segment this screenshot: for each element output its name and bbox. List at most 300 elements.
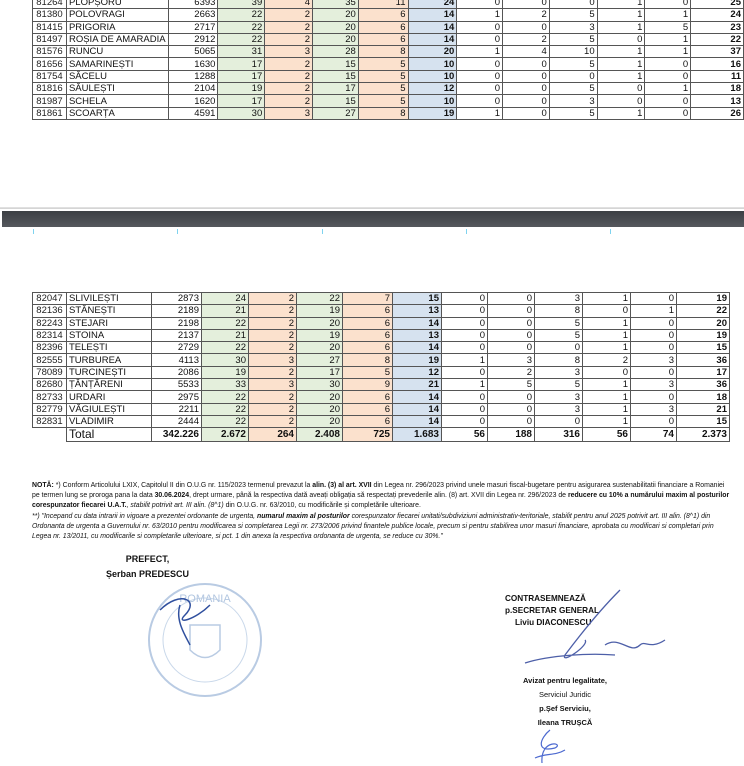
cell-pop: 2198 — [152, 317, 202, 329]
ruler-tick — [610, 229, 611, 234]
cell-code: 81576 — [33, 46, 67, 58]
cell-c8: 3 — [549, 21, 597, 33]
cell-c6: 0 — [457, 33, 503, 45]
ruler-tick — [33, 229, 34, 234]
legal-department: Serviciul Juridic — [538, 690, 592, 699]
total-c8: 316 — [535, 428, 583, 442]
cell-c10: 0 — [645, 0, 691, 9]
cell-name: SAMARINEȘTI — [66, 58, 168, 70]
cell-code: 81861 — [33, 107, 67, 119]
countersign-role: p.SECRETAR GENERAL — [505, 606, 600, 615]
cell-c9: 0 — [583, 305, 631, 317]
cell-c4: 9 — [343, 379, 393, 391]
table-row — [33, 305, 730, 317]
cell-c1: 30 — [202, 354, 249, 366]
cell-pop: 2717 — [168, 21, 218, 33]
cell-c4: 6 — [358, 33, 408, 45]
ruler-tick — [322, 229, 323, 234]
cell-c11: 23 — [691, 21, 744, 33]
cell-c8: 3 — [535, 391, 583, 403]
note-text: din Legea nr. 296/2023 privind unele masuri fiscal-bugetare pentru asigurarea sustenabilitatii financiare a Romaniei pe termen lung se proroga pana la data — [32, 482, 725, 499]
cell-c1: 31 — [218, 46, 265, 58]
cell-c9: 1 — [583, 293, 631, 305]
cell-c3: 20 — [297, 415, 343, 427]
cell-code: 82047 — [33, 293, 67, 305]
cell-c4: 6 — [343, 342, 393, 354]
note-emphasis: alin. (3) al art. XVII — [312, 482, 372, 489]
cell-c8: 3 — [535, 366, 583, 378]
cell-c4: 6 — [343, 415, 393, 427]
cell-c6: 0 — [442, 415, 488, 427]
legal-endorsement-block — [505, 674, 625, 730]
cell-c5: 10 — [408, 95, 457, 107]
table-row — [33, 379, 730, 391]
table-row — [33, 415, 730, 427]
cell-c2: 2 — [249, 329, 297, 341]
table-row — [33, 70, 744, 82]
cell-c4: 5 — [358, 70, 408, 82]
note-text: , drept urmare, până la respectiva dată aveați obligația să respectați prevederile alin. (8) art. XVII din Legea nr. 296/2023 de — [189, 492, 568, 499]
cell-c4: 5 — [358, 58, 408, 70]
cell-name: ȚÂNȚĂRENI — [67, 379, 152, 391]
cell-c8: 5 — [535, 379, 583, 391]
prefect-name: Șerban PREDESCU — [105, 569, 190, 579]
cell-c5: 10 — [408, 70, 457, 82]
cell-c10: 5 — [645, 21, 691, 33]
cell-c6: 0 — [457, 21, 503, 33]
cell-name: SLIVILEȘTI — [67, 293, 152, 305]
cell-c7: 0 — [488, 415, 535, 427]
cell-name: PRIGORIA — [66, 21, 168, 33]
note-italic: , stabilit potrivit art. III alin. (8^1) — [126, 502, 224, 509]
cell-c4: 6 — [358, 9, 408, 21]
cell-name: ROȘIA DE AMARADIA — [66, 33, 168, 45]
cell-c11: 19 — [677, 329, 730, 341]
cell-c4: 6 — [343, 305, 393, 317]
cell-c3: 15 — [312, 70, 358, 82]
cell-c2: 3 — [265, 46, 313, 58]
cell-c1: 22 — [202, 317, 249, 329]
cell-name: VLADIMIR — [67, 415, 152, 427]
cell-c6: 1 — [442, 354, 488, 366]
cell-code: 81816 — [33, 83, 67, 95]
cell-c11: 24 — [691, 9, 744, 21]
table-bottom-body — [33, 293, 730, 442]
cell-code: 82243 — [33, 317, 67, 329]
cell-c2: 2 — [265, 33, 313, 45]
total-label: Total — [67, 428, 152, 442]
cell-name: STEJARI — [67, 317, 152, 329]
cell-c6: 0 — [442, 305, 488, 317]
cell-c2: 2 — [249, 366, 297, 378]
secretary-handwritten-signature-icon — [520, 585, 670, 670]
cell-c1: 22 — [202, 342, 249, 354]
cell-c10: 3 — [631, 354, 677, 366]
total-c9: 56 — [583, 428, 631, 442]
cell-c2: 2 — [249, 305, 297, 317]
cell-c9: 0 — [597, 33, 645, 45]
cell-c2: 2 — [249, 415, 297, 427]
cell-c6: 0 — [442, 342, 488, 354]
cell-c2: 2 — [265, 70, 313, 82]
cell-c8: 5 — [549, 83, 597, 95]
scanner-page-break-bar — [2, 211, 744, 227]
cell-c11: 18 — [691, 83, 744, 95]
cell-c9: 1 — [597, 70, 645, 82]
cell-c7: 2 — [503, 33, 550, 45]
cell-c11: 20 — [677, 317, 730, 329]
legal-handwritten-signature-icon — [530, 728, 570, 766]
cell-code: 82831 — [33, 415, 67, 427]
cell-pop: 2104 — [168, 83, 218, 95]
total-c3: 2.408 — [297, 428, 343, 442]
cell-c6: 0 — [442, 329, 488, 341]
note-text: corespunzator fiecarei unitati/subdiviziuni administrativ-teritoriale, stabilit pentru anul 2025 potrivit art. III alin. (8^1) din Ordonanta de urgenta a Guvernului nr. 63/2010 pentru modificarea si completarea Legii nr. 273/2006 privind finantele publice locale, precum si pentru stabilirea unor masuri financiare, aprobata cu modificari si completari prin Legea nr. 13/2011, cu modificarile si completarile ulterioare, si pct. 1 din anexa la respectiva ordonanta de urgenta, se reduce cu 30%." — [32, 513, 714, 540]
cell-c8: 5 — [549, 58, 597, 70]
cell-c10: 0 — [631, 391, 677, 403]
cell-c7: 0 — [488, 403, 535, 415]
cell-c9: 1 — [597, 58, 645, 70]
cell-c1: 22 — [202, 403, 249, 415]
table-row — [33, 0, 744, 9]
cell-c6: 0 — [457, 83, 503, 95]
cell-c3: 19 — [297, 329, 343, 341]
cell-c1: 17 — [218, 95, 265, 107]
cell-c1: 39 — [218, 0, 265, 9]
cell-c9: 1 — [583, 415, 631, 427]
cell-pop: 2663 — [168, 9, 218, 21]
cell-c3: 17 — [312, 83, 358, 95]
cell-c2: 2 — [265, 9, 313, 21]
cell-pop: 2444 — [152, 415, 202, 427]
cell-c7: 0 — [488, 391, 535, 403]
cell-c11: 15 — [677, 415, 730, 427]
cell-c11: 22 — [691, 33, 744, 45]
cell-c8: 3 — [535, 293, 583, 305]
cell-code: 82680 — [33, 379, 67, 391]
cell-code: 82733 — [33, 391, 67, 403]
cell-c10: 1 — [645, 83, 691, 95]
cell-c5: 14 — [408, 9, 457, 21]
cell-c10: 0 — [631, 293, 677, 305]
cell-c9: 1 — [583, 391, 631, 403]
cell-c5: 20 — [408, 46, 457, 58]
cell-c7: 4 — [503, 46, 550, 58]
cell-code: 81987 — [33, 95, 67, 107]
cell-c7: 0 — [503, 21, 550, 33]
cell-c1: 17 — [218, 70, 265, 82]
cell-c3: 20 — [312, 21, 358, 33]
ruler-tick — [177, 229, 178, 234]
cell-c5: 21 — [393, 379, 442, 391]
total-c1: 2.672 — [202, 428, 249, 442]
cell-c2: 3 — [265, 107, 313, 119]
cell-c8: 0 — [549, 70, 597, 82]
table-top-continuation — [32, 0, 744, 120]
cell-c11: 21 — [677, 403, 730, 415]
cell-c8: 0 — [535, 415, 583, 427]
cell-c4: 11 — [358, 0, 408, 9]
cell-c3: 27 — [297, 354, 343, 366]
cell-c9: 1 — [583, 379, 631, 391]
cell-c7: 0 — [503, 107, 550, 119]
cell-pop: 5533 — [152, 379, 202, 391]
cell-c11: 37 — [691, 46, 744, 58]
cell-c10: 3 — [631, 403, 677, 415]
cell-c7: 3 — [488, 354, 535, 366]
cell-c3: 20 — [297, 391, 343, 403]
cell-c5: 15 — [393, 293, 442, 305]
empty-cell — [33, 428, 67, 442]
cell-c6: 1 — [442, 379, 488, 391]
total-c10: 74 — [631, 428, 677, 442]
cell-c3: 30 — [297, 379, 343, 391]
cell-c2: 2 — [249, 391, 297, 403]
cell-c11: 19 — [677, 293, 730, 305]
cell-c6: 0 — [442, 293, 488, 305]
cell-c4: 6 — [358, 21, 408, 33]
cell-c2: 4 — [265, 0, 313, 9]
cell-c4: 5 — [358, 83, 408, 95]
cell-c2: 2 — [249, 317, 297, 329]
cell-pop: 2211 — [152, 403, 202, 415]
cell-c6: 0 — [442, 366, 488, 378]
cell-c11: 15 — [677, 342, 730, 354]
cell-c7: 5 — [488, 379, 535, 391]
cell-c6: 1 — [457, 9, 503, 21]
cell-c9: 1 — [583, 342, 631, 354]
cell-c4: 8 — [343, 354, 393, 366]
note-date: 30.06.2024 — [154, 492, 190, 499]
cell-c7: 0 — [503, 95, 550, 107]
cell-c10: 1 — [645, 9, 691, 21]
cell-c6: 0 — [457, 0, 503, 9]
cell-pop: 2912 — [168, 33, 218, 45]
cell-c9: 1 — [583, 329, 631, 341]
table-row — [33, 83, 744, 95]
countersign-name: Liviu DIACONESCU — [515, 618, 592, 627]
cell-pop: 4113 — [152, 354, 202, 366]
cell-c11: 13 — [691, 95, 744, 107]
cell-c4: 8 — [358, 107, 408, 119]
cell-c5: 12 — [393, 366, 442, 378]
cell-code: 81754 — [33, 70, 67, 82]
cell-c5: 14 — [393, 342, 442, 354]
cell-c11: 17 — [677, 366, 730, 378]
cell-c8: 3 — [535, 403, 583, 415]
cell-name: TELEȘTI — [67, 342, 152, 354]
cell-c6: 0 — [457, 58, 503, 70]
cell-code: 82779 — [33, 403, 67, 415]
cell-c2: 2 — [265, 58, 313, 70]
total-c2: 264 — [249, 428, 297, 442]
note-text: **) "Incepand cu data intrarii in vigoare a prezentei ordonante de urgenta, — [32, 513, 258, 520]
countersign-title: CONTRASEMNEAZĂ — [505, 594, 586, 603]
cell-c3: 20 — [297, 317, 343, 329]
cell-c8: 0 — [549, 0, 597, 9]
table-row — [33, 9, 744, 21]
cell-c4: 8 — [358, 46, 408, 58]
cell-c10: 0 — [631, 342, 677, 354]
footnote-1 — [32, 481, 732, 511]
cell-name: TURCINEȘTI — [67, 366, 152, 378]
cell-name: TURBUREA — [67, 354, 152, 366]
cell-c11: 25 — [691, 0, 744, 9]
cell-c8: 10 — [549, 46, 597, 58]
cell-c10: 1 — [631, 305, 677, 317]
cell-c11: 11 — [691, 70, 744, 82]
legal-role: p.Șef Serviciu, — [539, 704, 591, 713]
cell-c3: 20 — [312, 33, 358, 45]
cell-name: SĂULEȘTI — [66, 83, 168, 95]
cell-c9: 1 — [583, 403, 631, 415]
cell-c9: 1 — [597, 46, 645, 58]
cell-c1: 22 — [202, 391, 249, 403]
cell-c7: 2 — [488, 366, 535, 378]
cell-c3: 20 — [297, 403, 343, 415]
cell-c1: 22 — [218, 33, 265, 45]
cell-c8: 0 — [535, 342, 583, 354]
table-top-body — [33, 0, 744, 119]
cell-code: 81497 — [33, 33, 67, 45]
table-row — [33, 354, 730, 366]
cell-code: 81656 — [33, 58, 67, 70]
cell-c9: 1 — [597, 21, 645, 33]
cell-c8: 5 — [549, 33, 597, 45]
cell-c11: 18 — [677, 391, 730, 403]
cell-c9: 1 — [597, 107, 645, 119]
cell-c2: 2 — [265, 95, 313, 107]
cell-c2: 2 — [249, 293, 297, 305]
svg-text:ROMANIA: ROMANIA — [179, 593, 231, 605]
cell-c6: 0 — [442, 317, 488, 329]
cell-c1: 19 — [202, 366, 249, 378]
ruler-tick — [466, 229, 467, 234]
total-c7: 188 — [488, 428, 535, 442]
table-row — [33, 391, 730, 403]
cell-c10: 0 — [631, 317, 677, 329]
cell-c10: 0 — [645, 70, 691, 82]
cell-c8: 8 — [535, 354, 583, 366]
cell-c5: 14 — [393, 391, 442, 403]
cell-code: 82136 — [33, 305, 67, 317]
cell-c9: 1 — [583, 317, 631, 329]
cell-c5: 19 — [408, 107, 457, 119]
cell-c7: 0 — [503, 0, 550, 9]
cell-c10: 0 — [645, 95, 691, 107]
cell-c1: 17 — [218, 58, 265, 70]
table-row — [33, 342, 730, 354]
cell-c5: 13 — [393, 305, 442, 317]
cell-c7: 0 — [503, 58, 550, 70]
cell-c4: 5 — [343, 366, 393, 378]
cell-pop: 1630 — [168, 58, 218, 70]
cell-c3: 28 — [312, 46, 358, 58]
total-c11: 2.373 — [677, 428, 730, 442]
cell-name: SCHELA — [66, 95, 168, 107]
cell-c10: 0 — [631, 366, 677, 378]
cell-code: 81415 — [33, 21, 67, 33]
cell-c6: 1 — [457, 107, 503, 119]
cell-c4: 6 — [343, 391, 393, 403]
cell-c9: 1 — [597, 0, 645, 9]
cell-pop: 2189 — [152, 305, 202, 317]
cell-c10: 3 — [631, 379, 677, 391]
cell-c3: 22 — [297, 293, 343, 305]
cell-c3: 27 — [312, 107, 358, 119]
cell-c2: 2 — [265, 21, 313, 33]
prefect-signature-block — [85, 552, 210, 582]
table-row — [33, 107, 744, 119]
cell-c10: 0 — [631, 329, 677, 341]
cell-c5: 14 — [393, 317, 442, 329]
cell-code: 78089 — [33, 366, 67, 378]
cell-name: POLOVRAGI — [66, 9, 168, 21]
cell-c7: 0 — [488, 329, 535, 341]
cell-c11: 22 — [677, 305, 730, 317]
cell-c5: 14 — [408, 21, 457, 33]
note-label: NOTĂ: — [32, 482, 54, 489]
cell-name: RUNCU — [66, 46, 168, 58]
cell-c2: 2 — [249, 403, 297, 415]
cell-c3: 17 — [297, 366, 343, 378]
cell-c4: 6 — [343, 329, 393, 341]
cell-c3: 35 — [312, 0, 358, 9]
table-row — [33, 21, 744, 33]
cell-c4: 6 — [343, 317, 393, 329]
prefect-handwritten-signature-icon — [155, 590, 225, 650]
cell-c7: 0 — [488, 317, 535, 329]
cell-c3: 19 — [297, 305, 343, 317]
cell-c5: 19 — [393, 354, 442, 366]
table-row — [33, 46, 744, 58]
cell-c4: 5 — [358, 95, 408, 107]
cell-c6: 0 — [442, 403, 488, 415]
cell-c11: 16 — [691, 58, 744, 70]
cell-c6: 0 — [457, 70, 503, 82]
cell-pop: 6393 — [168, 0, 218, 9]
cell-c8: 5 — [535, 329, 583, 341]
cell-pop: 5065 — [168, 46, 218, 58]
cell-c2: 2 — [265, 83, 313, 95]
cell-c1: 19 — [218, 83, 265, 95]
prefect-title: PREFECT, — [125, 554, 170, 564]
table-row — [33, 317, 730, 329]
cell-c5: 14 — [408, 33, 457, 45]
cell-code: 82314 — [33, 329, 67, 341]
table-bottom — [32, 292, 730, 442]
total-row — [33, 428, 730, 442]
cell-c10: 1 — [645, 33, 691, 45]
cell-c9: 0 — [583, 366, 631, 378]
cell-c1: 22 — [218, 21, 265, 33]
note-emphasis: reducere cu 10% a numărului maxim al posturilor corespunzator fiecarei U.A.T. — [32, 492, 730, 509]
cell-c2: 2 — [249, 342, 297, 354]
cell-c7: 0 — [488, 305, 535, 317]
cell-c7: 2 — [503, 9, 550, 21]
cell-c8: 8 — [535, 305, 583, 317]
cell-c3: 15 — [312, 95, 358, 107]
cell-name: STOINA — [67, 329, 152, 341]
cell-c11: 26 — [691, 107, 744, 119]
cell-c5: 13 — [393, 329, 442, 341]
cell-pop: 2086 — [152, 366, 202, 378]
cell-c6: 0 — [442, 391, 488, 403]
cell-c8: 5 — [549, 107, 597, 119]
note-text: *) Conform Articolului LXIX, Capitolul II din O.U.G nr. 115/2023 termenul prevazut la — [53, 482, 313, 489]
cell-c1: 21 — [202, 305, 249, 317]
cell-c7: 0 — [488, 342, 535, 354]
